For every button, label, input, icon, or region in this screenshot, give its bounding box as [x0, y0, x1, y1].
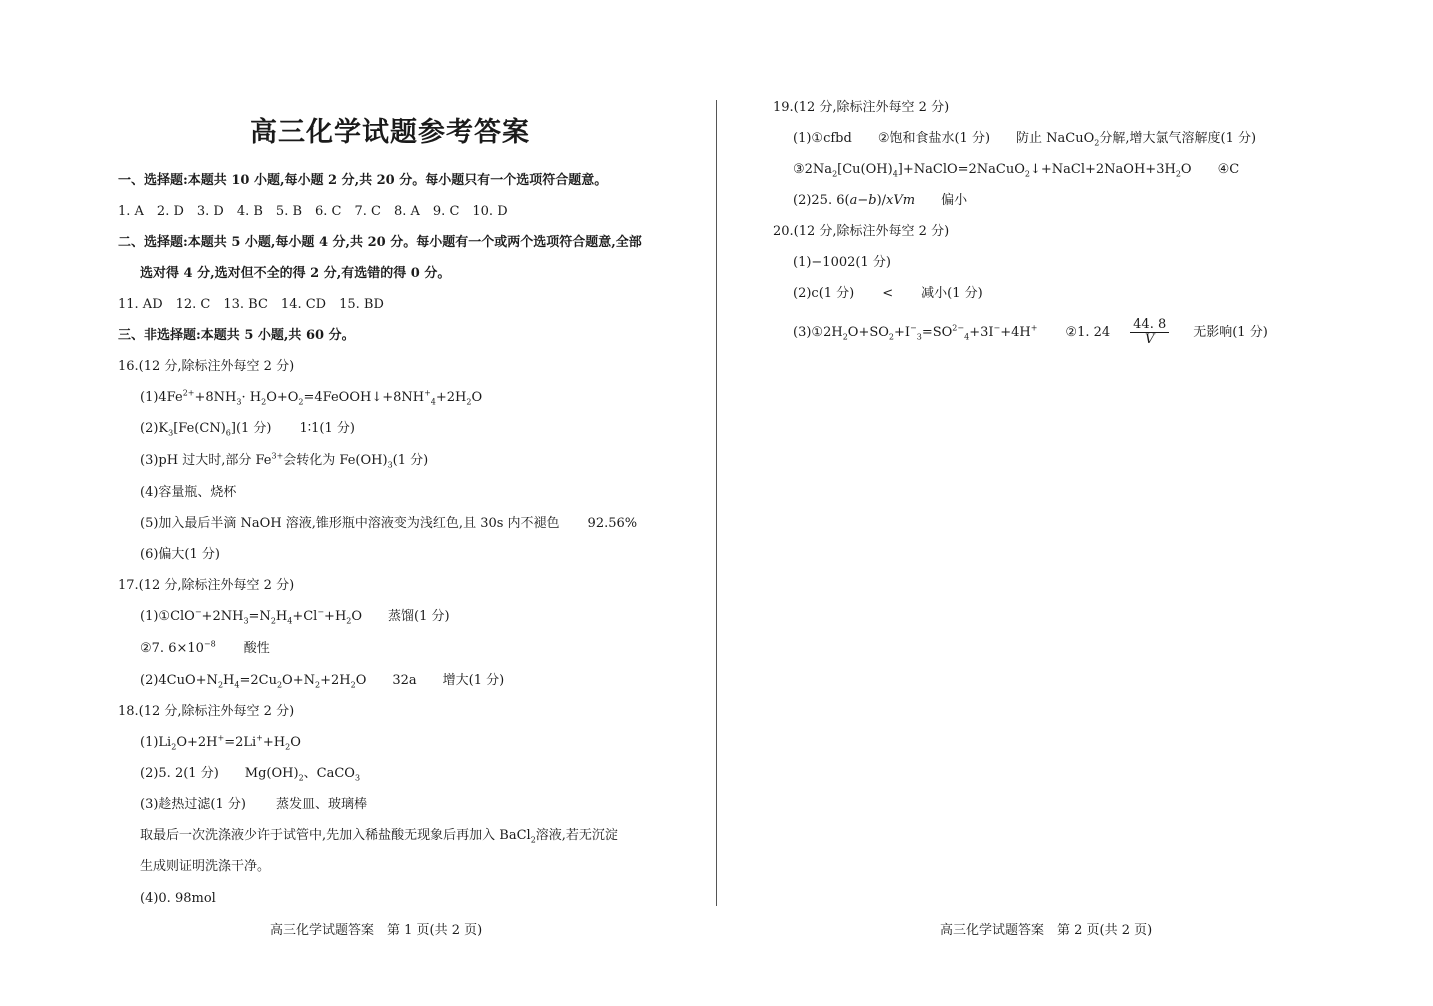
- q16-part3: (3)pH 过大时,部分 $Fe^{3+}$会转化为 $Fe(OH)_3(1$ 分): [140, 451, 429, 470]
- q16-part6: (6)偏大(1 分): [140, 547, 220, 562]
- section1-header: 一、选择题:本题共 10 小题,每小题 2 分,共 20 分。每小题只有一个选项符合题意。: [118, 173, 608, 188]
- q19-part1: (1)①cfbd ②饱和食盐水(1 分) 防止 NaCuO$_2$分解,增大氯气溶解度(1 分): [793, 131, 1257, 148]
- q18-part1: $(1)Li_2O+2H^+=2Li^++H_2O$: [140, 733, 301, 752]
- q20-part1: (1)−1002(1 分): [793, 255, 891, 270]
- page-footer-1: 高三化学试题答案 第 1 页(共 2 页): [270, 923, 483, 938]
- q18-part3: (3)趁热过滤(1 分) 蒸发皿、玻璃棒: [140, 797, 367, 812]
- q17-part2: $(2)4CuO+N_2H_4=2Cu_2O+N_2+2H_2O$ 32a 增大(1 分): [140, 673, 505, 690]
- section1-answers: 1. A 2. D 3. D 4. B 5. B 6. C 7. C 8. A 9. C 10. D: [118, 204, 508, 219]
- q19-part2: (2)25. 6(a−b)/xVm 偏小: [793, 193, 968, 208]
- q17-part1-b: ②7. $6\times 10^{-8}$ 酸性: [140, 639, 270, 656]
- fraction: $\frac{44. 8}{V}$: [1130, 318, 1169, 347]
- q18-header: 18.(12 分,除标注外每空 2 分): [118, 704, 295, 719]
- q17-part1: $(1)①ClO^-+2NH_3=N_2H_4+Cl^-+H_2O$ 蒸馏(1 分): [140, 607, 450, 626]
- q16-part1: $(1)4Fe^{2+}+8NH_3\cdot$ $H_2O+O_2=4FeOOH↓+8NH^+_4+2H_2O$: [140, 388, 483, 407]
- q19-header: 19.(12 分,除标注外每空 2 分): [773, 100, 950, 115]
- q20-part2: (2)c(1 分) < 减小(1 分): [793, 286, 983, 301]
- answer-page-2: [717, 0, 1433, 1006]
- section3-header: 三、非选择题:本题共 5 小题,共 60 分。: [118, 328, 355, 343]
- q16-header: 16.(12 分,除标注外每空 2 分): [118, 359, 295, 374]
- document-title: 高三化学试题参考答案: [250, 117, 530, 148]
- section2-header-line1: 二、选择题:本题共 5 小题,每小题 4 分,共 20 分。每小题有一个或两个选项符合题意,全部: [118, 235, 642, 250]
- section2-answers: 11. AD 12. C 13. BC 14. CD 15. BD: [118, 297, 384, 312]
- answer-page-1: [0, 0, 716, 1006]
- q20-header: 20.(12 分,除标注外每空 2 分): [773, 224, 950, 239]
- q18-part3-line3: 生成则证明洗涤干净。: [140, 859, 271, 874]
- q18-part3-line2: 取最后一次洗涤液少许于试管中,先加入稀盐酸无现象后再加入 BaCl$_2$溶液,若无沉淀: [140, 828, 618, 845]
- q20-part3: $(3)①2H_2O+SO_2+I^-_3=SO^{2-}_4+3I^-+4H^+$ ②1. 24 $\frac{44. 8}{V}$ 无影响(1 分): [793, 317, 1268, 347]
- page-footer-2: 高三化学试题答案 第 2 页(共 2 页): [940, 923, 1153, 938]
- q16-part4: (4)容量瓶、烧杯: [140, 485, 237, 500]
- q17-header: 17.(12 分,除标注外每空 2 分): [118, 578, 295, 593]
- q19-part1-c: $③2Na_2[Cu(OH)_4]+NaClO=2NaCuO_2↓+NaCl+2NaOH+3H_2O$ ④C: [793, 162, 1240, 179]
- q18-part4: (4)0. 98mol: [140, 891, 216, 906]
- section2-header-line2: 选对得 4 分,选对但不全的得 2 分,有选错的得 0 分。: [140, 266, 451, 281]
- q18-part2: (2)5. 2(1 分) $Mg(OH)_2$、CaCO$_3$: [140, 766, 361, 783]
- q16-part5: (5)加入最后半滴 NaOH 溶液,锥形瓶中溶液变为浅红色,且 30s 内不褪色 92.56%: [140, 516, 638, 531]
- q16-part2: $(2)K_3[Fe(CN)_6](1$ 分) 1∶1(1 分): [140, 421, 355, 438]
